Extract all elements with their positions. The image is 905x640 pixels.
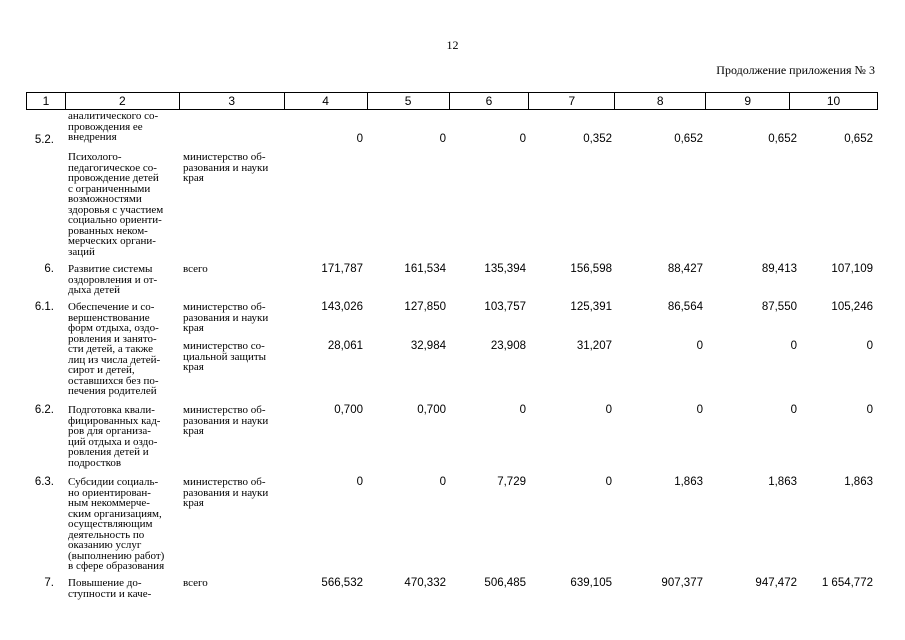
value-col-8: 0 bbox=[696, 340, 703, 352]
item-name: Обеспечение и со- вершенствование форм отдыха, оздо- ровления и занято- сти детей, а также лиц из числа детей- сирот и детей, оставшихся без по- печения родителей bbox=[68, 301, 161, 397]
column-header-2: 2 bbox=[66, 93, 180, 109]
column-header-9: 9 bbox=[706, 93, 790, 109]
value-col-10: 0 bbox=[866, 340, 873, 352]
value-col-8: 0 bbox=[696, 404, 703, 416]
value-col-4: 143,026 bbox=[321, 301, 363, 313]
value-col-4: 566,532 bbox=[321, 577, 363, 589]
value-col-10: 107,109 bbox=[831, 263, 873, 275]
value-col-10: 1 654,772 bbox=[821, 577, 873, 589]
value-col-6: 7,729 bbox=[497, 476, 526, 488]
value-col-6: 0 bbox=[519, 404, 526, 416]
value-col-8: 88,427 bbox=[667, 263, 703, 275]
item-executor: министерство об- разования и науки края bbox=[183, 404, 269, 437]
value-col-6: 103,757 bbox=[484, 301, 526, 313]
value-col-10: 1,863 bbox=[844, 476, 873, 488]
value-col-9: 87,550 bbox=[761, 301, 797, 313]
column-header-5: 5 bbox=[368, 93, 450, 109]
item-name: Повышение до- ступности и каче- bbox=[68, 577, 152, 600]
value-col-5: 0 bbox=[439, 476, 446, 488]
value-col-6: 23,908 bbox=[490, 340, 526, 352]
value-col-7: 156,598 bbox=[570, 263, 612, 275]
value-col-10: 105,246 bbox=[831, 301, 873, 313]
value-col-7: 0 bbox=[605, 476, 612, 488]
value-col-9: 1,863 bbox=[768, 476, 797, 488]
page-number: 12 bbox=[446, 38, 459, 52]
column-header-10: 10 bbox=[790, 93, 878, 109]
item-executor: всего bbox=[183, 263, 208, 275]
value-col-7: 125,391 bbox=[570, 301, 612, 313]
value-col-8: 0,652 bbox=[674, 133, 703, 145]
value-col-7: 0 bbox=[605, 404, 612, 416]
value-col-5: 127,850 bbox=[404, 301, 446, 313]
value-col-9: 89,413 bbox=[761, 263, 797, 275]
item-executor: министерство об- разования и науки края bbox=[183, 476, 269, 509]
value-col-7: 639,105 bbox=[570, 577, 612, 589]
value-col-4: 28,061 bbox=[327, 340, 363, 352]
value-col-4: 0 bbox=[356, 133, 363, 145]
item-index: 6.3. bbox=[34, 476, 54, 488]
column-header-7: 7 bbox=[529, 93, 615, 109]
item-index: 6.2. bbox=[34, 404, 54, 416]
column-header-1: 1 bbox=[27, 93, 66, 109]
value-col-5: 470,332 bbox=[404, 577, 446, 589]
item-index: 7. bbox=[44, 577, 54, 589]
value-col-8: 1,863 bbox=[674, 476, 703, 488]
value-col-4: 0,700 bbox=[334, 404, 363, 416]
value-col-4: 0 bbox=[356, 476, 363, 488]
item-executor: министерство со- циальной защиты края bbox=[183, 340, 267, 373]
value-col-4: 171,787 bbox=[321, 263, 363, 275]
value-col-5: 161,534 bbox=[404, 263, 446, 275]
appendix-continuation-label: Продолжение приложения № 3 bbox=[716, 63, 875, 77]
item-name: Развитие системы оздоровления и от- дыха детей bbox=[68, 263, 158, 296]
column-header-8: 8 bbox=[615, 93, 706, 109]
column-header-4: 4 bbox=[285, 93, 368, 109]
value-col-5: 0,700 bbox=[417, 404, 446, 416]
item-executor: министерство об- разования и науки края bbox=[183, 301, 269, 334]
item-index: 6.1. bbox=[34, 301, 54, 313]
column-header-3: 3 bbox=[180, 93, 285, 109]
value-col-6: 506,485 bbox=[484, 577, 526, 589]
value-col-5: 0 bbox=[439, 133, 446, 145]
value-col-5: 32,984 bbox=[410, 340, 446, 352]
value-col-10: 0 bbox=[866, 404, 873, 416]
table-header-row bbox=[26, 92, 878, 110]
item-name: аналитического со- провождения ее внедрения bbox=[68, 110, 159, 143]
value-col-6: 135,394 bbox=[484, 263, 526, 275]
column-header-6: 6 bbox=[450, 93, 530, 109]
item-name: Подготовка квали- фицированных кад- ров для организа- ций отдыха и оздо- ровления детей и подростков bbox=[68, 404, 161, 469]
item-executor: всего bbox=[183, 577, 208, 589]
value-col-9: 0,652 bbox=[768, 133, 797, 145]
value-col-7: 0,352 bbox=[583, 133, 612, 145]
item-name: Субсидии социаль- но ориентирован- ным некоммерче- ским организациям, осуществляющим деятельность по оказанию услуг (выполнению работ) в сфере образования bbox=[68, 476, 165, 572]
item-index: 5.2. bbox=[34, 134, 54, 146]
item-name: Психолого- педагогическое со- провождение детей с ограниченными возможностями здоровья с участием социально ориенти- рованных неком- мерческих органи- заций bbox=[68, 151, 164, 258]
item-index: 6. bbox=[44, 263, 54, 275]
value-col-8: 907,377 bbox=[661, 577, 703, 589]
value-col-7: 31,207 bbox=[576, 340, 612, 352]
value-col-9: 0 bbox=[790, 340, 797, 352]
value-col-10: 0,652 bbox=[844, 133, 873, 145]
value-col-8: 86,564 bbox=[667, 301, 703, 313]
value-col-9: 947,472 bbox=[755, 577, 797, 589]
item-executor: министерство об- разования и науки края bbox=[183, 151, 269, 184]
value-col-6: 0 bbox=[519, 133, 526, 145]
value-col-9: 0 bbox=[790, 404, 797, 416]
